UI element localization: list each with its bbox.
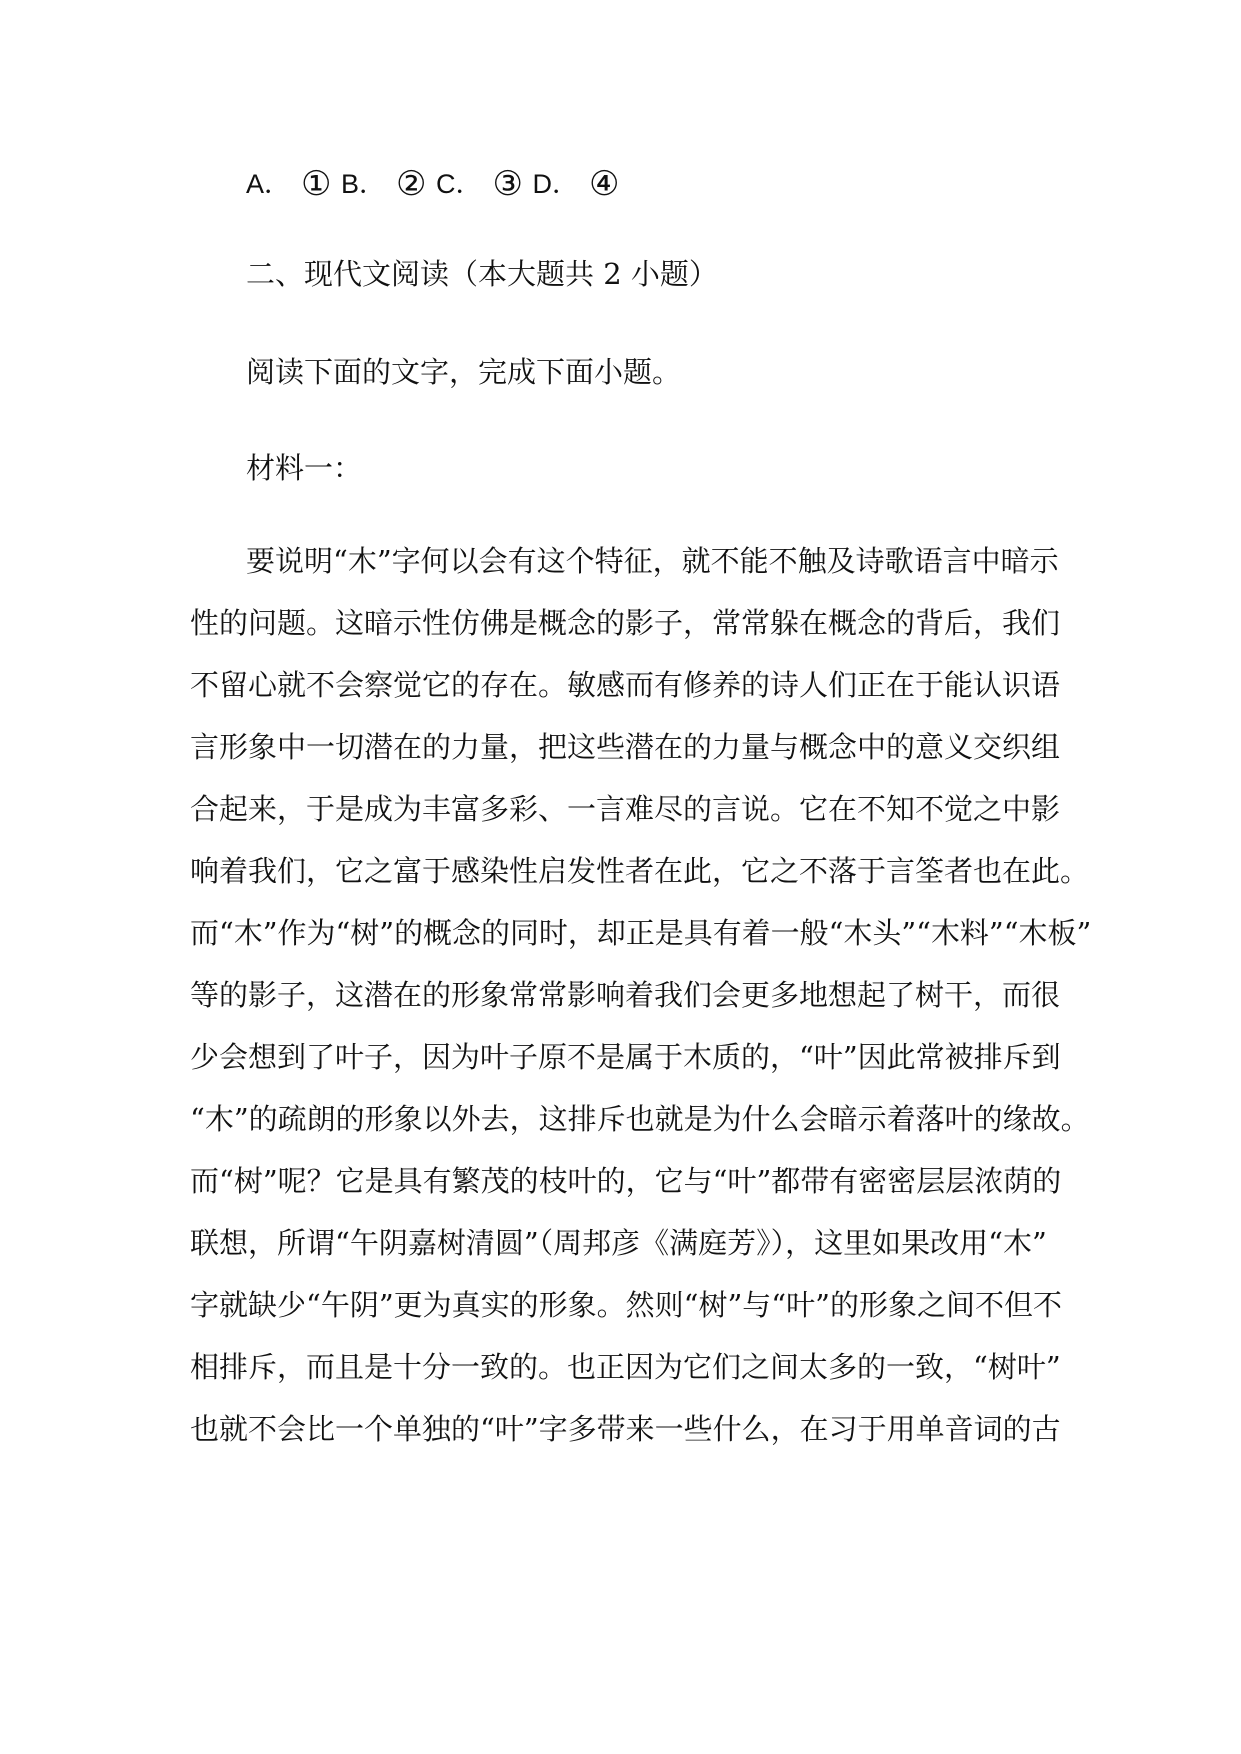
passage-line: 相排斥，而且是十分一致的。也正因为它们之间太多的一致，“树叶” <box>190 1350 1061 1384</box>
passage-line: 响着我们，它之富于感染性启发性者在此，它之不落于言筌者也在此。 <box>190 854 1090 888</box>
reading-instruction: 阅读下面的文字，完成下面小题。 <box>246 355 682 389</box>
passage-line: 性的问题。这暗示性仿佛是概念的影子，常常躲在概念的背后，我们 <box>190 606 1061 640</box>
option-b-value: ② <box>396 165 427 203</box>
option-c-label: C． <box>436 169 483 199</box>
passage-line: 要说明“木”字何以会有这个特征，就不能不触及诗歌语言中暗示 <box>246 544 1059 578</box>
section-heading: 二、现代文阅读（本大题共 2 小题） <box>246 257 718 291</box>
passage-line: 不留心就不会察觉它的存在。敏感而有修养的诗人们正在于能认识语 <box>190 668 1061 702</box>
option-a-value: ① <box>301 165 332 203</box>
passage-line: 联想，所谓“午阴嘉树清圆”（周邦彦《满庭芳》），这里如果改用“木” <box>190 1226 1047 1260</box>
material-label: 材料一： <box>246 451 363 485</box>
passage-line: 少会想到了叶子，因为叶子原不是属于木质的，“叶”因此常被排斥到 <box>190 1040 1061 1074</box>
passage-line: 合起来，于是成为丰富多彩、一言难尽的言说。它在不知不觉之中影 <box>190 792 1061 826</box>
option-b-label: B． <box>341 169 387 199</box>
passage-line: “木”的疏朗的形象以外去，这排斥也就是为什么会暗示着落叶的缘故。 <box>190 1102 1090 1136</box>
answer-options <box>246 164 622 204</box>
option-d-value: ④ <box>589 165 620 203</box>
option-a-label: A． <box>246 169 292 199</box>
option-c-value: ③ <box>492 165 524 203</box>
passage-line: 而“树”呢？它是具有繁茂的枝叶的，它与“叶”都带有密密层层浓荫的 <box>190 1164 1062 1198</box>
passage-line: 也就不会比一个单独的“叶”字多带来一些什么，在习于用单音词的古 <box>190 1412 1061 1446</box>
passage-line: 而“木”作为“树”的概念的同时，却正是具有着一般“木头”“木料”“木板” <box>190 916 1092 950</box>
passage-line: 字就缺少“午阴”更为真实的形象。然则“树”与“叶”的形象之间不但不 <box>190 1288 1062 1322</box>
option-d-label: D． <box>532 169 580 199</box>
passage-line: 等的影子，这潜在的形象常常影响着我们会更多地想起了树干，而很 <box>190 978 1061 1012</box>
passage-line: 言形象中一切潜在的力量，把这些潜在的力量与概念中的意义交织组 <box>190 730 1061 764</box>
